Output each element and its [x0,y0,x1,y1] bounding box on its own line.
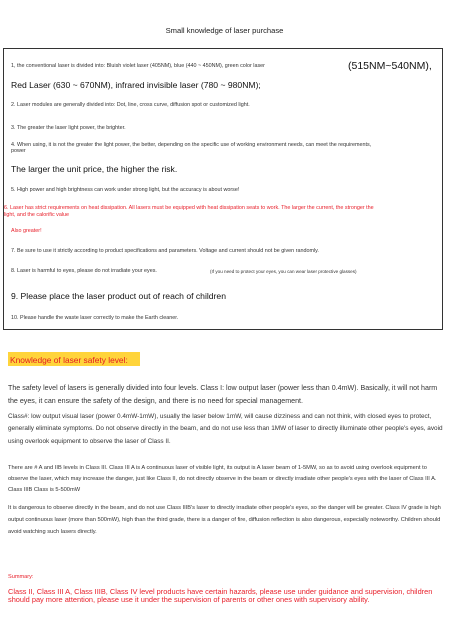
safety-paragraph-class-3: There are # A and IIB levels in Class III. Class III A is A continuous laser of visible light, its output is A laser beam of 1-5MW, so as to avoid using overlook equipment to observe the laser, which may increase the danger, just like Class II, do not directly observe in the beam or directly irradiate other people's eyes with the laser of Class III A. Class IIIB Class is 5-500mW [8,465,437,494]
safety-paragraph-class-2: Class#: low output visual laser (power 0.4mW-1mW), usually the laser below 1mW, will cause dizziness and can not think, with closed eyes to protect, generally eliminate symptoms. Do not observe directly in the beam, and do not use less than 1MW of laser to directly illuminate other people's eyes, avoid using overlook equipment to observe the laser of Class II. [8,413,443,445]
tip-1-continued: Red Laser (630 ~ 670NM), infrared invisible laser (780 ~ 980NM); [11,80,261,90]
tip-6: 5. High power and high brightness can work under strong light, but the accuracy is about worse! [11,187,240,193]
tip-7: 6. Laser has strict requirements on heat dissipation. All lasers must be equipped with heat dissipation seats to work. The larger the current, the stronger the [4,205,374,211]
tip-11: 10. Please handle the waste laser correctly to make the Earth cleaner. [11,315,179,321]
safety-paragraph-class-4: It is dangerous to observe directly in the beam, and do not use Class IIIB's laser to directly irradiate other people's eyes, so the danger will be greater. Class IV grade is high output continuous laser (more than 500mW), high than the third grade, there is a danger of fire, diffusion reflection is also dangerous, especially noteworthy. Children should avoid watching such lasers directly. [8,505,441,536]
tip-4-continued: power [11,148,26,154]
tip-10: 9. Please place the laser product out of reach of children [11,291,226,301]
safety-heading: Knowledge of laser safety level: [10,355,128,365]
tip-9-note: (If you need to protect your eyes, you can wear laser protective glasses) [210,269,357,274]
tip-4: 4. When using, it is not the greater the light power, the better, depending on the specific use of working environment needs, can meet the requirements, [11,142,372,148]
tip-3: 3. The greater the laser light power, the brighter. [11,125,126,131]
tip-5: The larger the unit price, the higher the risk. [11,164,178,174]
tip-1-range: (515NM~540NM), [348,60,432,72]
tip-8: 7. Be sure to use it strictly according to product specifications and parameters. Voltage and current should not be given randomly. [11,248,319,254]
tip-1: 1, the conventional laser is divided into: Bluish violet laser (405NM), blue (440 ~ 450NM), green color laser [11,63,265,69]
tip-7-also: Also greater! [11,228,42,234]
safety-paragraph-class-1: The safety level of lasers is generally divided into four levels. Class I: low output laser (power less than 0.4mW). Basically, it will not harm the eyes, it can ensure the safety of the design, and there is no need for special management. [8,384,438,405]
summary-label: Summary: [8,574,34,580]
page-title: Small knowledge of laser purchase [165,26,284,35]
summary-text: Class II, Class III A, Class IIIB, Class IV level products have certain hazards, please use under guidance and supervision, children should pay more attention, please use it under the supervision of parents or other ones with supervisory ability. [8,587,433,605]
tip-2: 2. Laser modules are generally divided into: Dot, line, cross curve, diffusion spot or customized light. [11,102,250,108]
tip-7-continued: light, and the calorific value [4,212,70,218]
tip-9: 8. Laser is harmful to eyes, please do not irradiate your eyes. [11,268,157,274]
